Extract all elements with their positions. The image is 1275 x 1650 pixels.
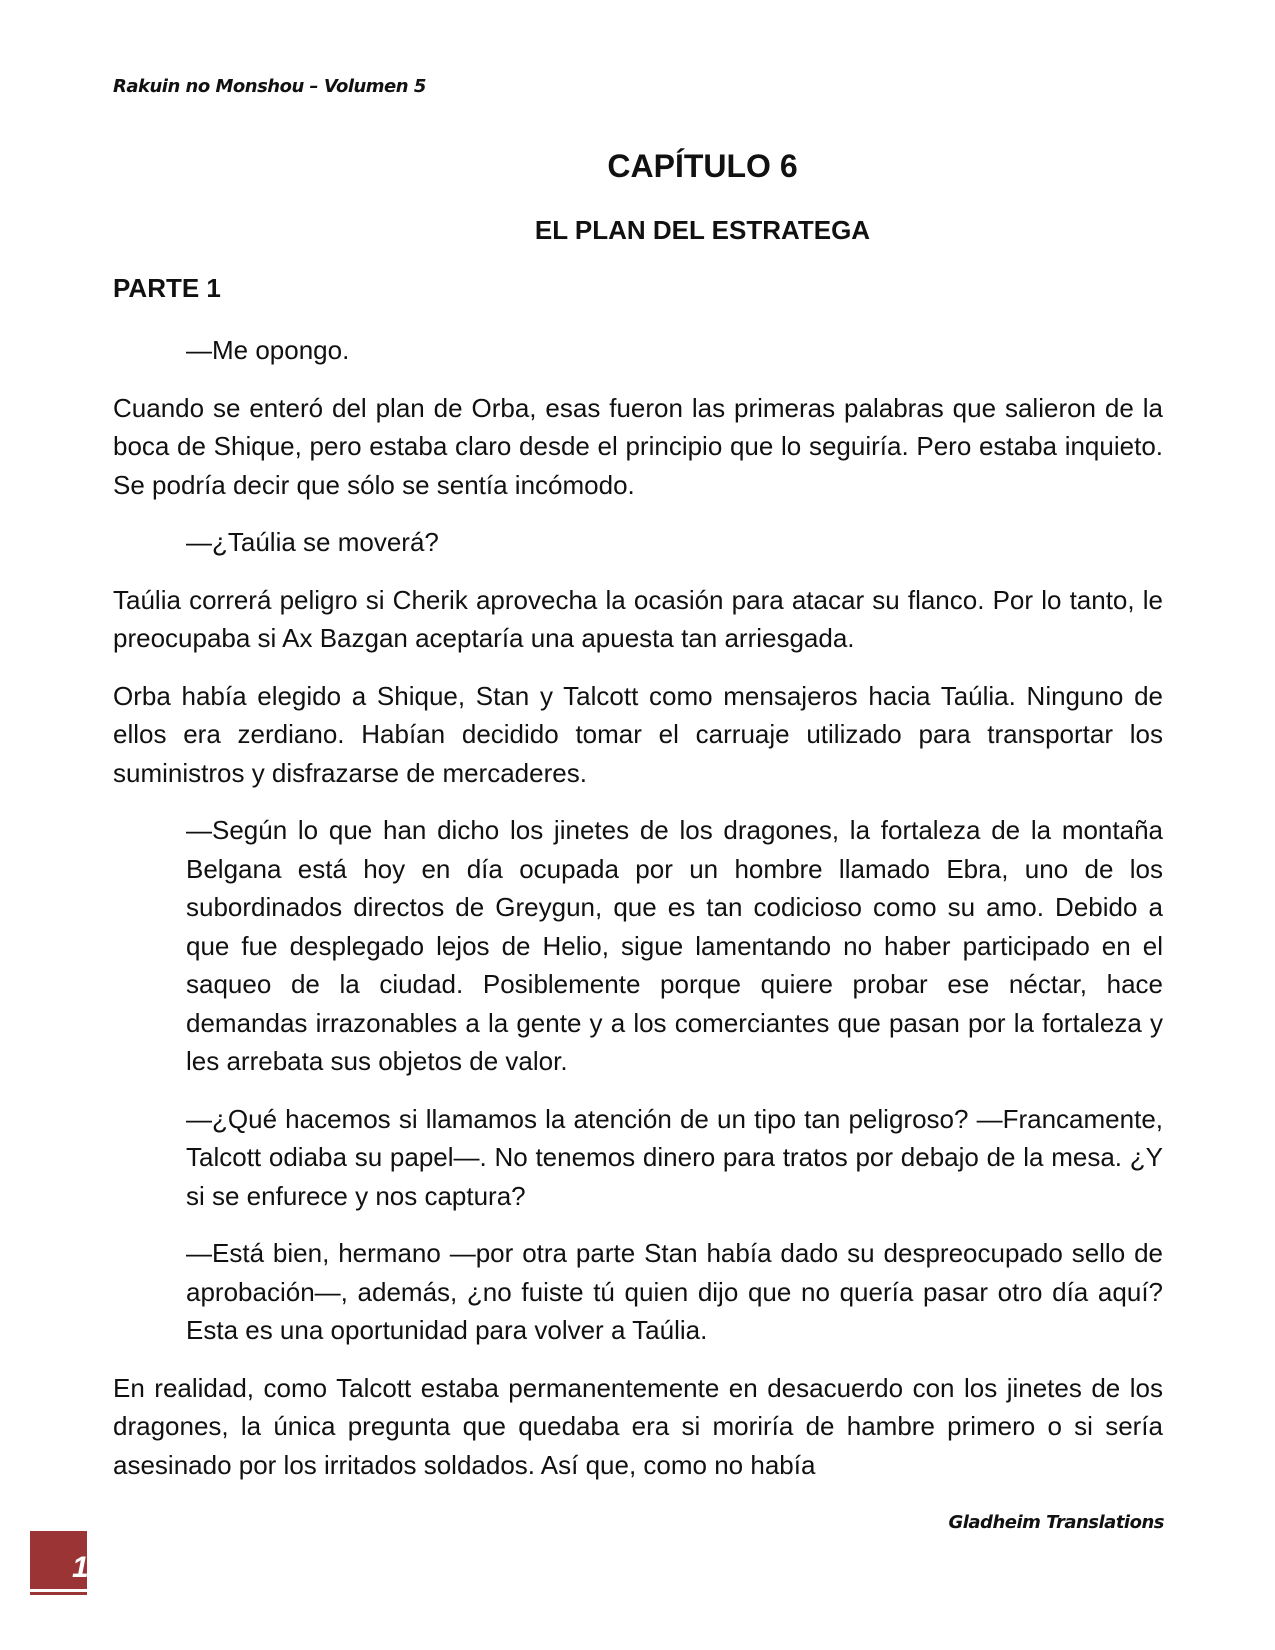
part-heading: PARTE 1 <box>113 273 221 303</box>
paragraph: Cuando se enteró del plan de Orba, esas fueron las primeras palabras que salieron de la boca de Shique, pero estaba claro desde el principio que lo seguiría. Pero estaba inquieto. Se podría decir que sólo se sentía incómodo. <box>113 392 1163 500</box>
dialogue-paragraph: —Según lo que han dicho los jinetes de los dragones, la fortaleza de la montaña Belgana está hoy en día ocupada por un hombre llamado Ebra, uno de los subordinados directos de Greygun, que es tan codicioso como su amo. Debido a que fue desplegado lejos de Helio, sigue lamentando no haber participado en el saqueo de la ciudad. Posiblemente porque quiere probar ese néctar, hace demandas irrazonables a la gente y a los comerciantes que pasan por la fortaleza y les arrebata sus objetos de valor. <box>186 815 1163 1076</box>
translator-credit: Gladheim Translations <box>948 1512 1164 1533</box>
body-text <box>113 331 1163 1503</box>
paragraph: —Me opongo. <box>186 335 350 365</box>
running-header: Rakuin no Monshou – Volumen 5 <box>113 76 426 97</box>
page-number: 1 <box>72 1551 89 1584</box>
paragraph: —¿Taúlia se moverá? <box>186 527 439 557</box>
chapter-subtitle: EL PLAN DEL ESTRATEGA <box>534 215 871 245</box>
dialogue-paragraph: —Está bien, hermano —por otra parte Stan había dado su despreocupado sello de aprobación—, además, ¿no fuiste tú quien dijo que no quería pasar otro día aquí? Esta es una oportunidad para volver a Taúlia. <box>186 1238 1163 1345</box>
paragraph: Taúlia correrá peligro si Cherik aprovecha la ocasión para atacar su flanco. Por lo tanto, le preocupaba si Ax Bazgan aceptaría una apuesta tan arriesgada. <box>113 584 1163 653</box>
paragraph: En realidad, como Talcott estaba permanentemente en desacuerdo con los jinetes de los dragones, la única pregunta que quedaba era si moriría de hambre primero o si sería asesinado por los irritados soldados. Así que, como no había <box>113 1372 1163 1480</box>
dialogue-paragraph: —¿Qué hacemos si llamamos la atención de un tipo tan peligroso? —Francamente, Talcott odiaba su papel—. No tenemos dinero para tratos por debajo de la mesa. ¿Y si se enfurece y nos captura? <box>186 1103 1163 1211</box>
paragraph: Orba había elegido a Shique, Stan y Talcott como mensajeros hacia Taúlia. Ninguno de ellos era zerdiano. Habían decidido tomar el carruaje utilizado para transportar los suministros y disfrazarse de mercaderes. <box>113 680 1163 788</box>
page-tab-rule <box>30 1589 87 1592</box>
chapter-title: CAPÍTULO 6 <box>607 148 798 184</box>
